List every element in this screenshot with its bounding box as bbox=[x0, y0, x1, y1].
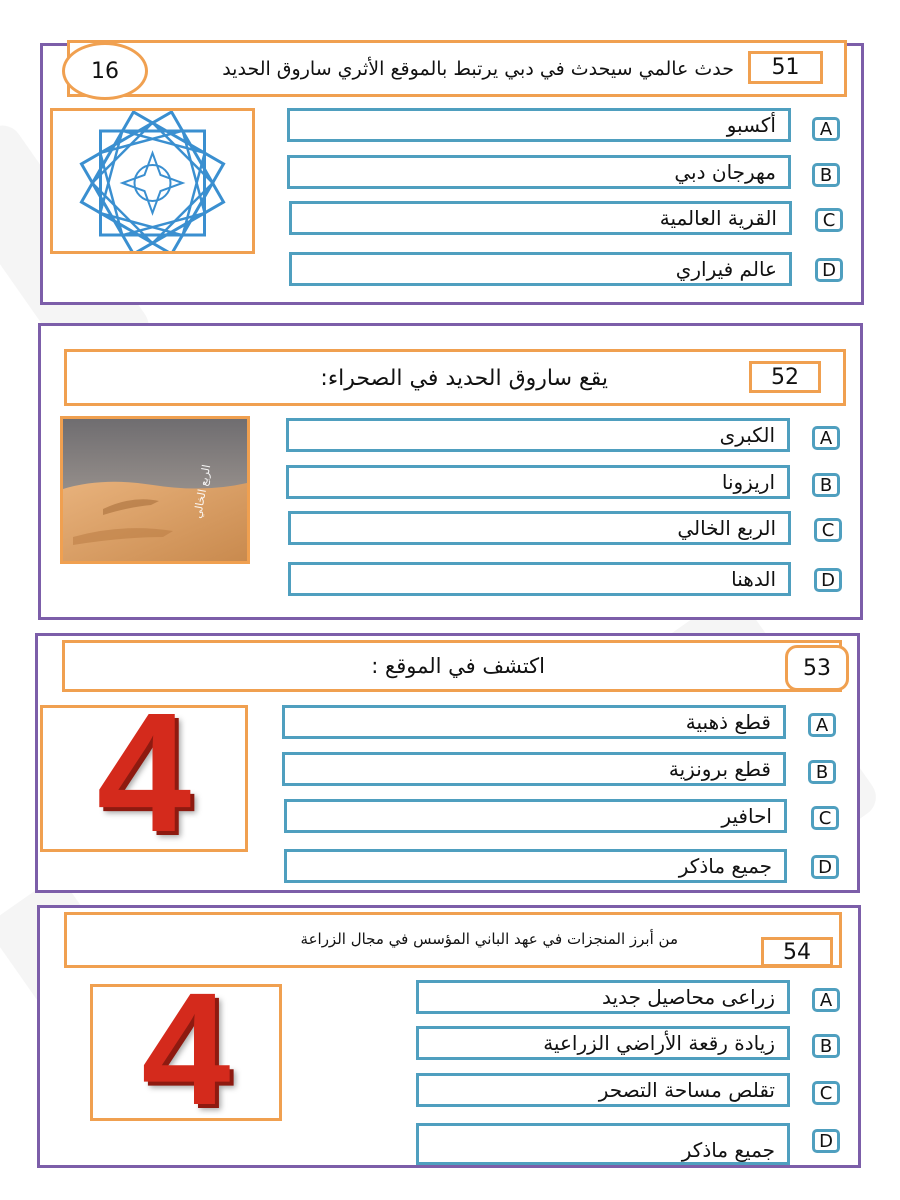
question-52-option-b[interactable]: اريزونا bbox=[286, 465, 790, 499]
question-54-image bbox=[90, 984, 282, 1121]
question-51-letter-a[interactable]: A bbox=[812, 117, 840, 141]
question-52-option-c[interactable]: الربع الخالي bbox=[288, 511, 791, 545]
question-52-letter-b[interactable]: B bbox=[812, 473, 840, 497]
question-53-option-d[interactable]: جميع ماذكر bbox=[284, 849, 787, 883]
question-54-letter-a[interactable]: A bbox=[812, 988, 840, 1012]
question-52-image bbox=[60, 416, 250, 564]
question-51-option-c[interactable]: القرية العالمية bbox=[289, 201, 792, 235]
desert-caption: الربع الخالي bbox=[191, 463, 214, 520]
question-51-text: حدث عالمي سيحدث في دبي يرتبط بالموقع الأثري ساروق الحديد bbox=[222, 58, 734, 80]
question-51-number: 51 bbox=[748, 51, 823, 84]
question-53-option-b[interactable]: قطع برونزية bbox=[282, 752, 786, 786]
question-53-letter-d[interactable]: D bbox=[811, 855, 839, 879]
question-53-letter-b[interactable]: B bbox=[808, 760, 836, 784]
question-52-option-d[interactable]: الدهنا bbox=[288, 562, 791, 596]
question-51-option-b[interactable]: مهرجان دبي bbox=[287, 155, 791, 189]
question-51-letter-c[interactable]: C bbox=[815, 208, 843, 232]
question-52-letter-a[interactable]: A bbox=[812, 426, 840, 450]
question-53-option-c[interactable]: احافير bbox=[284, 799, 787, 833]
question-51-image bbox=[50, 108, 255, 254]
question-52-text: يقع ساروق الحديد في الصحراء: bbox=[320, 366, 608, 391]
page-counter-value: 16 bbox=[91, 58, 119, 84]
question-51-option-a[interactable]: أكسبو bbox=[287, 108, 791, 142]
question-54-letter-b[interactable]: B bbox=[812, 1034, 840, 1058]
question-54-number: 54 bbox=[761, 937, 833, 967]
question-54-option-d[interactable]: جميع ماذكر bbox=[416, 1123, 790, 1165]
question-53-option-a[interactable]: قطع ذهبية bbox=[282, 705, 786, 739]
question-54-text: من أبرز المنجزات في عهد الباني المؤسس في مجال الزراعة bbox=[300, 930, 678, 948]
question-53-number: 53 bbox=[785, 645, 849, 691]
question-51-letter-b[interactable]: B bbox=[812, 163, 840, 187]
question-51-letter-d[interactable]: D bbox=[815, 258, 843, 282]
question-51-option-d[interactable]: عالم فيراري bbox=[289, 252, 792, 286]
question-53-letter-c[interactable]: C bbox=[811, 806, 839, 830]
big-number-four: 4 bbox=[96, 705, 192, 852]
question-52-letter-c[interactable]: C bbox=[814, 518, 842, 542]
question-52-letter-d[interactable]: D bbox=[814, 568, 842, 592]
page-counter bbox=[62, 42, 148, 100]
question-54-option-c[interactable]: تقلص مساحة التصحر bbox=[416, 1073, 790, 1107]
question-54-letter-d[interactable]: D bbox=[812, 1129, 840, 1153]
islamic-star-pattern-icon bbox=[53, 111, 252, 251]
question-53-text: اكتشف في الموقع : bbox=[371, 654, 545, 678]
question-52-option-a[interactable]: الكبرى bbox=[286, 418, 790, 452]
question-53-image bbox=[40, 705, 248, 852]
big-number-four: 4 bbox=[141, 984, 231, 1121]
question-54-option-b[interactable]: زيادة رقعة الأراضي الزراعية bbox=[416, 1026, 790, 1060]
question-53-letter-a[interactable]: A bbox=[808, 713, 836, 737]
desert-dunes-photo bbox=[63, 419, 247, 561]
question-52-number: 52 bbox=[749, 361, 821, 393]
question-54-option-a[interactable]: زراعى محاصيل جديد bbox=[416, 980, 790, 1014]
question-54-letter-c[interactable]: C bbox=[812, 1081, 840, 1105]
